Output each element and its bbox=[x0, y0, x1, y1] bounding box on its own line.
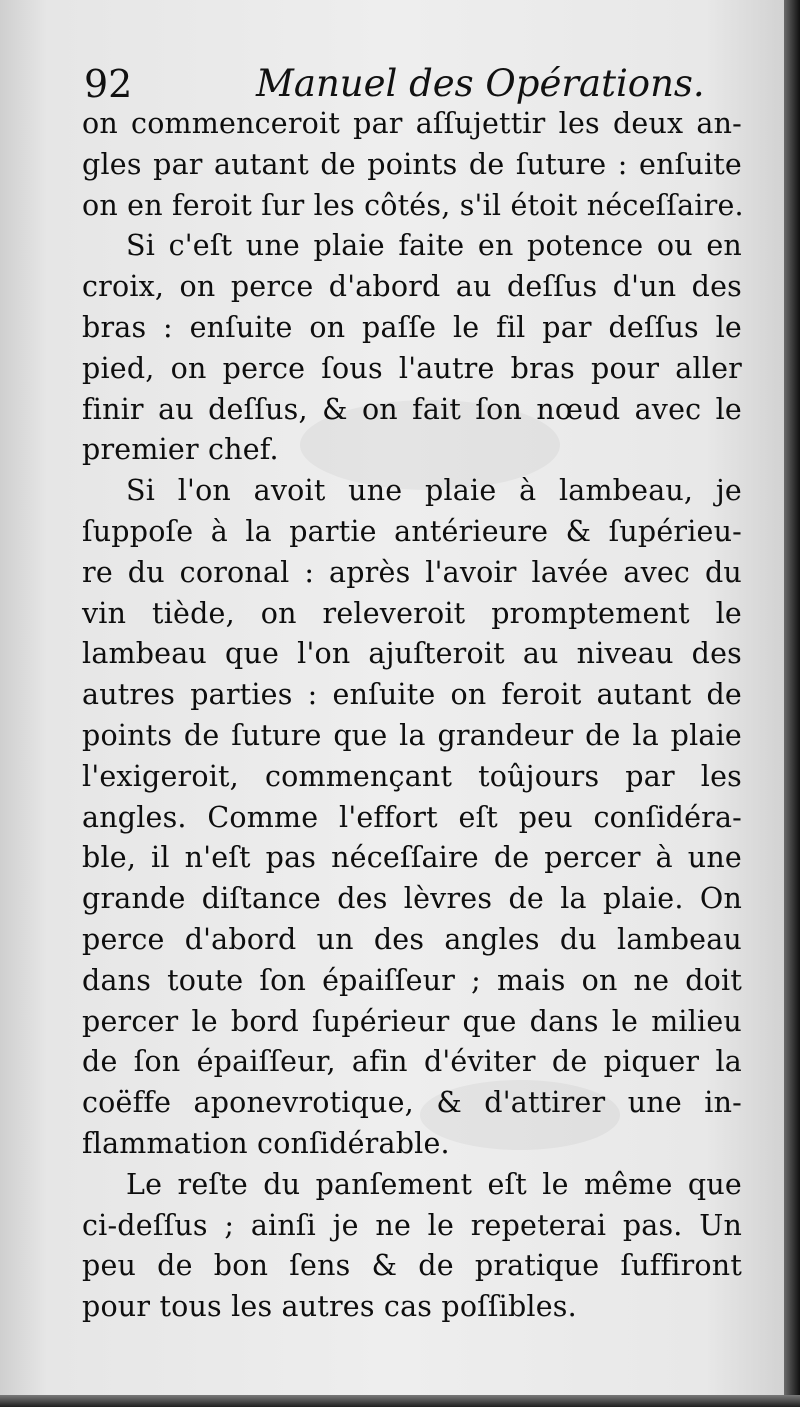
page-header bbox=[84, 58, 705, 108]
scan-bottom-shadow bbox=[0, 1395, 800, 1407]
text-line: grande diſtance des lèvres de la plaie. On bbox=[82, 882, 742, 916]
text-line: dans toute ſon épaiſſeur ; mais on ne doit bbox=[82, 963, 742, 997]
page-number: 92 bbox=[84, 62, 133, 106]
text-line: autres parties : enſuite on feroit autant de bbox=[82, 678, 742, 712]
text-line: re du coronal : après l'avoir lavée avec du bbox=[82, 555, 742, 589]
text-line: flammation conſidérable. bbox=[82, 1126, 450, 1160]
text-line: vin tiède, on releveroit promptement le bbox=[82, 596, 742, 630]
text-line: perce d'abord un des angles du lambeau bbox=[82, 922, 742, 956]
text-line: gles par autant de points de ſuture : enſuite bbox=[82, 147, 742, 181]
text-line: croix, on perce d'abord au deſſus d'un des bbox=[82, 270, 742, 304]
text-line: de ſon épaiſſeur, afin d'éviter de piquer la bbox=[82, 1045, 742, 1079]
text-line: ble, il n'eſt pas néceſſaire de percer à une bbox=[82, 841, 742, 875]
paragraph-start-line: Si l'on avoit une plaie à lambeau, je bbox=[126, 474, 742, 508]
text-line: premier chef. bbox=[82, 433, 279, 467]
text-line: lambeau que l'on ajuſteroit au niveau des bbox=[82, 637, 742, 671]
text-line: peu de bon ſens & de pratique ſuffiront bbox=[82, 1249, 742, 1283]
text-line: points de ſuture que la grandeur de la plaie bbox=[82, 718, 742, 752]
text-line: ci-deſſus ; ainſi je ne le repeterai pas. Un bbox=[82, 1208, 742, 1242]
text-line: bras : enſuite on paſſe le fil par deſſus le bbox=[82, 310, 742, 344]
text-line: percer le bord ſupérieur que dans le milieu bbox=[82, 1004, 742, 1038]
body-text bbox=[82, 104, 742, 1328]
text-line: l'exigeroit, commençant toûjours par les bbox=[82, 759, 742, 793]
paragraph-start-line: Le reſte du panſement eſt le même que bbox=[126, 1167, 742, 1201]
text-line: pour tous les autres cas poſſibles. bbox=[82, 1290, 577, 1324]
text-line: on commenceroit par aſſujettir les deux an- bbox=[82, 107, 742, 140]
text-line: ſuppoſe à la partie antérieure & ſupérieu- bbox=[82, 514, 742, 548]
text-line: finir au deſſus, & on fait ſon nœud avec le bbox=[82, 392, 742, 426]
running-title: Manuel des Opérations. bbox=[256, 62, 705, 105]
text-line: coëffe aponevrotique, & d'attirer une in- bbox=[82, 1086, 742, 1120]
text-line: on en feroit ſur les côtés, s'il étoit néceſſaire. bbox=[82, 188, 744, 222]
scan-edge-shadow bbox=[784, 0, 800, 1407]
text-line: pied, on perce ſous l'autre bras pour aller bbox=[82, 351, 742, 385]
text-line: angles. Comme l'effort eſt peu conſidéra- bbox=[82, 800, 742, 834]
paragraph-start-line: Si c'eſt une plaie faite en potence ou en bbox=[126, 229, 742, 263]
